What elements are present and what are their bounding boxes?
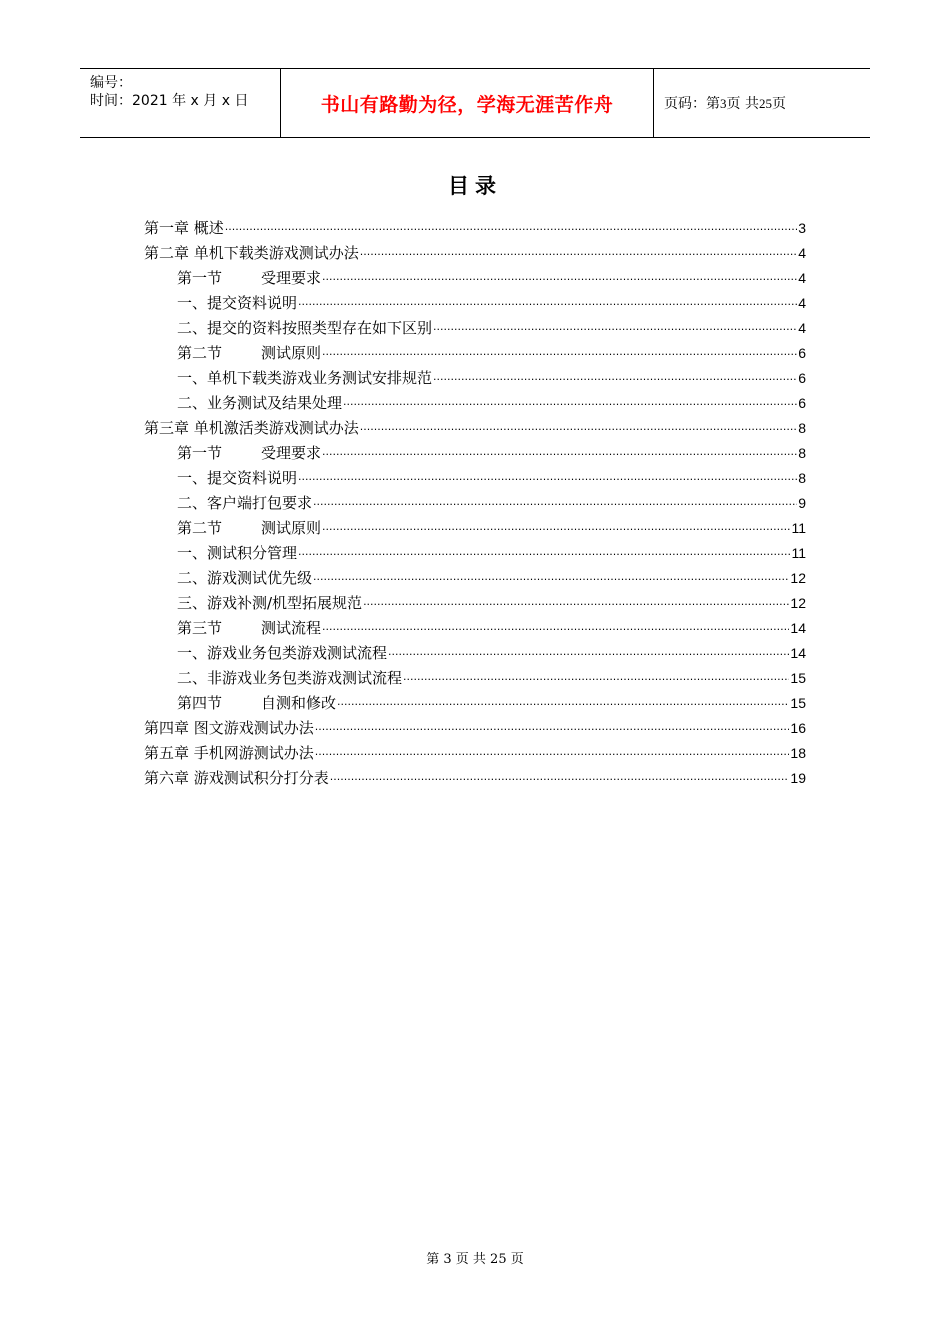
toc-entry[interactable]: 一、提交资料说明 ..... 4 bbox=[144, 287, 806, 312]
toc-entry[interactable]: 第一节 受理要求 ..... 4 bbox=[144, 262, 806, 287]
toc-entry[interactable]: 第一章 概述 ..... 3 bbox=[144, 212, 806, 237]
header-motto: 书山有路勤为径，学海无涯苦作舟 bbox=[320, 93, 614, 116]
header-page-info: 页码：第3页 共25页 bbox=[664, 96, 786, 112]
toc-entry[interactable]: 二、业务测试及结果处理 ..... 6 bbox=[144, 387, 806, 412]
toc-entry[interactable]: 第六章 游戏测试积分打分表 ..... 19 bbox=[144, 762, 806, 787]
page-footer: 第 3 页 共 25 页 bbox=[426, 1252, 524, 1267]
toc-entry[interactable]: 第五章 手机网游测试办法 ..... 18 bbox=[144, 737, 806, 762]
header-motto-cell bbox=[281, 69, 654, 137]
header-meta-cell bbox=[80, 69, 281, 137]
document-date-label: 时间：2021 年 x 月 x 日 bbox=[90, 93, 249, 109]
toc-entry[interactable]: 第二节 测试原则 ..... 11 bbox=[144, 512, 806, 537]
toc-entry[interactable]: 二、客户端打包要求 ..... 9 bbox=[144, 487, 806, 512]
toc-entry[interactable]: 一、游戏业务包类游戏测试流程 ..... 14 bbox=[144, 637, 806, 662]
toc-entry[interactable]: 二、非游戏业务包类游戏测试流程 ..... 15 bbox=[144, 662, 806, 687]
page-header bbox=[80, 68, 870, 138]
toc-title: 目录 bbox=[448, 174, 502, 198]
toc-entry[interactable]: 第三章 单机激活类游戏测试办法 ..... 8 bbox=[144, 412, 806, 437]
toc-entry[interactable]: 第四章 图文游戏测试办法 ..... 16 bbox=[144, 712, 806, 737]
toc-entry[interactable]: 二、提交的资料按照类型存在如下区别 ..... 4 bbox=[144, 312, 806, 337]
toc-entry[interactable]: 一、测试积分管理 ..... 11 bbox=[144, 537, 806, 562]
toc-entry[interactable]: 第一节 受理要求 ..... 8 bbox=[144, 437, 806, 462]
toc-entry[interactable]: 一、提交资料说明 ..... 8 bbox=[144, 462, 806, 487]
toc-entry[interactable]: 三、游戏补测/机型拓展规范 ..... 12 bbox=[144, 587, 806, 612]
toc-entry[interactable]: 第二节 测试原则 ..... 6 bbox=[144, 337, 806, 362]
toc-entry[interactable]: 第二章 单机下载类游戏测试办法 ..... 4 bbox=[144, 237, 806, 262]
toc-entry[interactable]: 一、单机下载类游戏业务测试安排规范 ..... 6 bbox=[144, 362, 806, 387]
toc-entry[interactable]: 第四节 自测和修改 ..... 15 bbox=[144, 687, 806, 712]
document-number-label: 编号： bbox=[90, 75, 132, 91]
table-of-contents bbox=[144, 212, 806, 787]
toc-entry[interactable]: 二、游戏测试优先级 ..... 12 bbox=[144, 562, 806, 587]
toc-entry[interactable]: 第三节 测试流程 ..... 14 bbox=[144, 612, 806, 637]
header-page-cell bbox=[654, 69, 870, 137]
